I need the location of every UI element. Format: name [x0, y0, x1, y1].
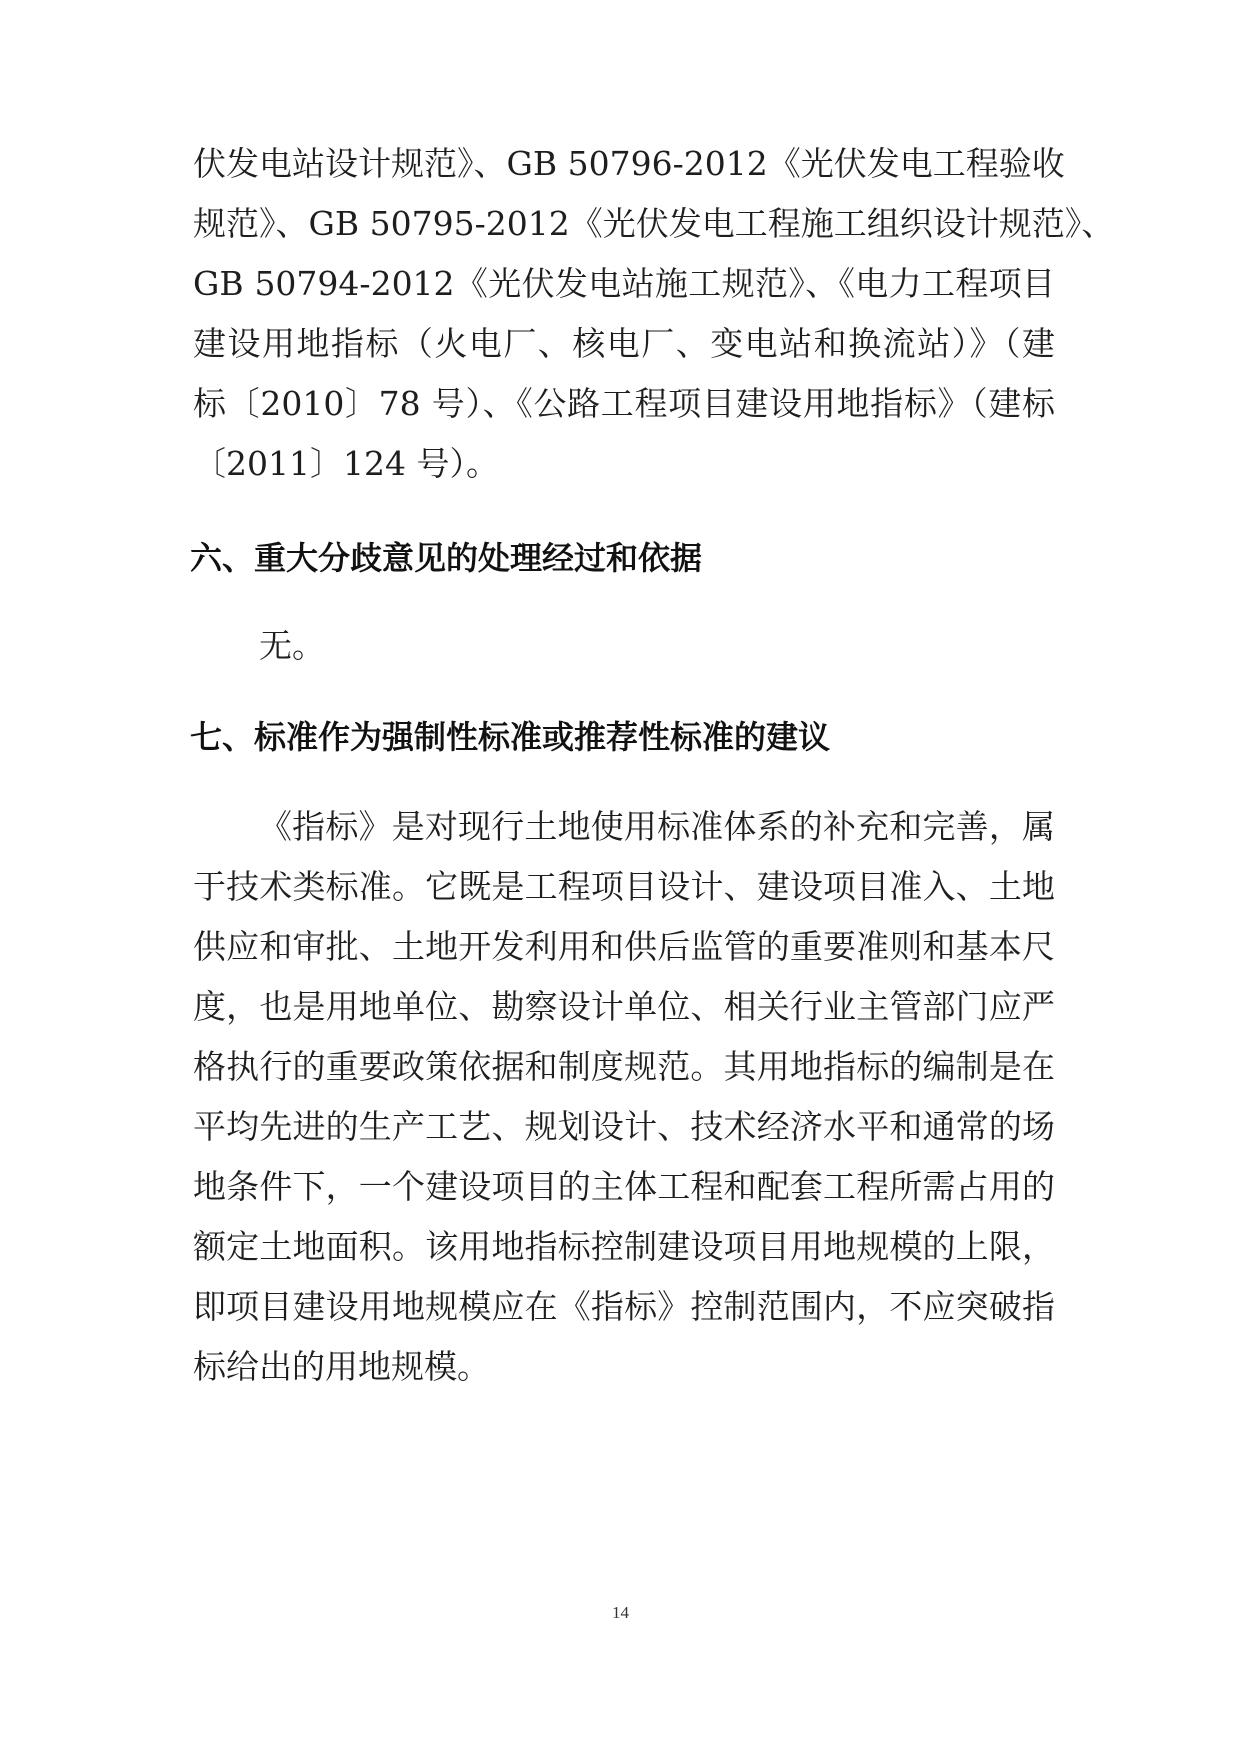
paragraph-line: 规范》、GB 50795-2012《光伏发电工程施工组织设计规范》、: [193, 204, 1115, 243]
paragraph-line: 平均先进的生产工艺、规划设计、技术经济水平和通常的场: [193, 1107, 1055, 1146]
paragraph-line: GB 50794-2012《光伏发电站施工规范》、《电力工程项目: [193, 264, 1055, 303]
section-heading-7: 七、标准作为强制性标准或推荐性标准的建议: [190, 718, 831, 756]
paragraph-line: 《指标》是对现行土地使用标准体系的补充和完善，属: [259, 807, 1055, 846]
paragraph-line: 伏发电站设计规范》、GB 50796-2012《光伏发电工程验收: [193, 144, 1065, 183]
paragraph-line: 格执行的重要政策依据和制度规范。其用地指标的编制是在: [193, 1047, 1055, 1086]
section-6-body: 无。: [259, 626, 325, 665]
paragraph-line: 于技术类标准。它既是工程项目设计、建设项目准入、土地: [193, 867, 1055, 906]
paragraph-line: 地条件下，一个建设项目的主体工程和配套工程所需占用的: [193, 1167, 1055, 1206]
paragraph-line: 即项目建设用地规模应在《指标》控制范围内，不应突破指: [193, 1287, 1055, 1326]
page-number: 14: [612, 1603, 629, 1622]
paragraph-line: 额定土地面积。该用地指标控制建设项目用地规模的上限，: [193, 1227, 1055, 1266]
paragraph-line: 标给出的用地规模。: [193, 1347, 490, 1386]
paragraph-line: 度，也是用地单位、勘察设计单位、相关行业主管部门应严: [193, 987, 1055, 1026]
paragraph-line: 〔2011〕124 号）。: [193, 444, 499, 483]
section-heading-6: 六、重大分歧意见的处理经过和依据: [190, 539, 703, 577]
paragraph-line: 建设用地指标（火电厂、核电厂、变电站和换流站）》（建: [193, 324, 1055, 363]
paragraph-line: 供应和审批、土地开发利用和供后监管的重要准则和基本尺: [193, 927, 1055, 966]
paragraph-line: 标〔2010〕78 号）、《公路工程项目建设用地指标》（建标: [193, 384, 1055, 423]
